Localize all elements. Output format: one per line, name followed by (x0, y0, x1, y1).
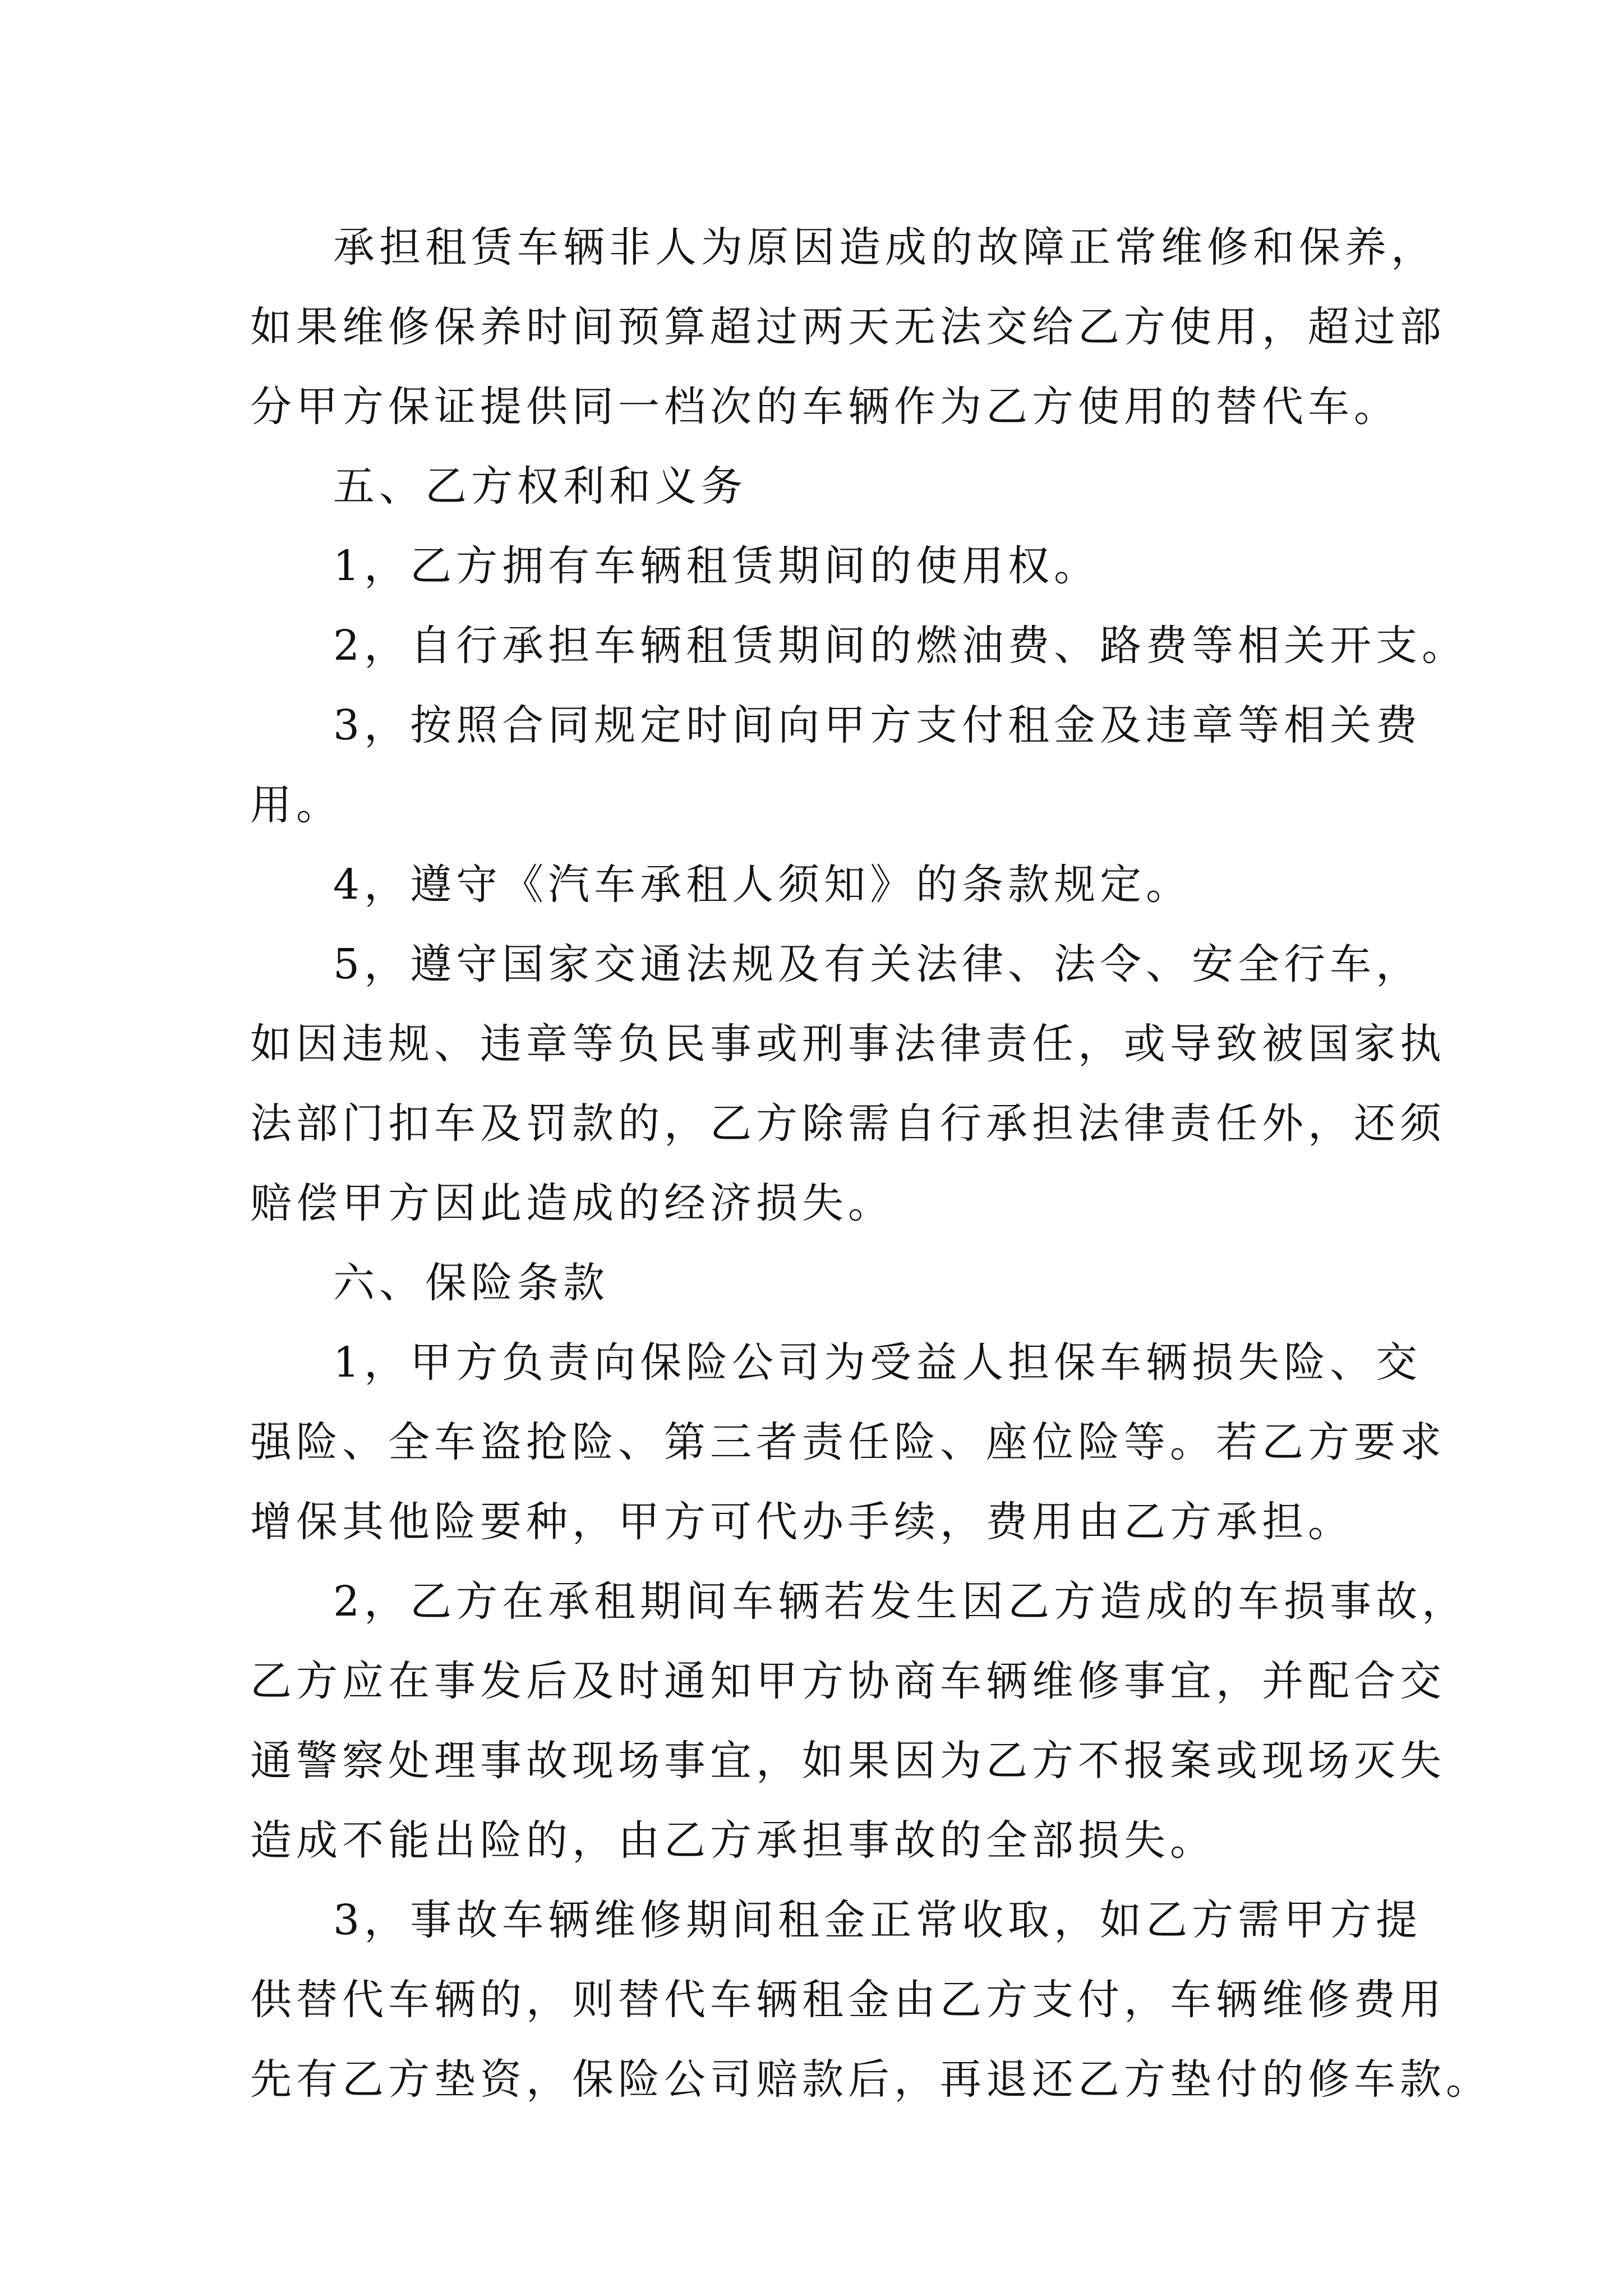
clause-line: 4，遵守《汽车承租人须知》的条款规定。 (333, 861, 1192, 909)
clause-line: 3，按照合同规定时间向甲方支付租金及违章等相关费 (333, 701, 1422, 749)
clause-line: 造成不能出险的，由乙方承担事故的全部损失。 (250, 1816, 1216, 1865)
paragraph-line: 分甲方保证提供同一档次的车辆作为乙方使用的替代车。 (250, 383, 1400, 431)
section-heading: 五、乙方权利和义务 (333, 462, 747, 510)
clause-line: 1，乙方拥有车辆租赁期间的使用权。 (333, 542, 1100, 590)
clause-line: 通警察处理事故现场事宜，如果因为乙方不报案或现场灭失 (250, 1737, 1446, 1785)
clause-line: 先有乙方垫资，保险公司赔款后，再退还乙方垫付的修车款。 (250, 2055, 1492, 2104)
paragraph-line: 承担租赁车辆非人为原因造成的故障正常维修和保养， (333, 223, 1437, 272)
clause-line: 5，遵守国家交通法规及有关法律、法令、安全行车， (333, 940, 1422, 988)
section-heading: 六、保险条款 (333, 1259, 609, 1307)
clause-line: 增保其他险要种，甲方可代办手续，费用由乙方承担。 (250, 1498, 1354, 1546)
clause-line: 2，乙方在承租期间车辆若发生因乙方造成的车损事故， (333, 1577, 1468, 1626)
clause-line: 2，自行承担车辆租赁期间的燃油费、路费等相关开支。 (333, 622, 1468, 670)
clause-line: 供替代车辆的，则替代车辆租金由乙方支付，车辆维修费用 (250, 1976, 1446, 2024)
clause-line: 1，甲方负责向保险公司为受益人担保车辆损失险、交 (333, 1338, 1422, 1387)
clause-line: 用。 (250, 781, 342, 829)
document-body (250, 208, 1492, 2119)
clause-line: 如因违规、违章等负民事或刑事法律责任，或导致被国家执 (250, 1020, 1446, 1068)
clause-line: 赔偿甲方因此造成的经济损失。 (250, 1179, 894, 1227)
clause-line: 乙方应在事发后及时通知甲方协商车辆维修事宜，并配合交 (250, 1657, 1446, 1705)
clause-line: 强险、全车盗抢险、第三者责任险、座位险等。若乙方要求 (250, 1418, 1446, 1466)
paragraph-line: 如果维修保养时间预算超过两天无法交给乙方使用，超过部 (250, 303, 1446, 351)
clause-line: 3，事故车辆维修期间租金正常收取，如乙方需甲方提 (333, 1896, 1422, 1944)
clause-line: 法部门扣车及罚款的，乙方除需自行承担法律责任外，还须 (250, 1099, 1446, 1148)
